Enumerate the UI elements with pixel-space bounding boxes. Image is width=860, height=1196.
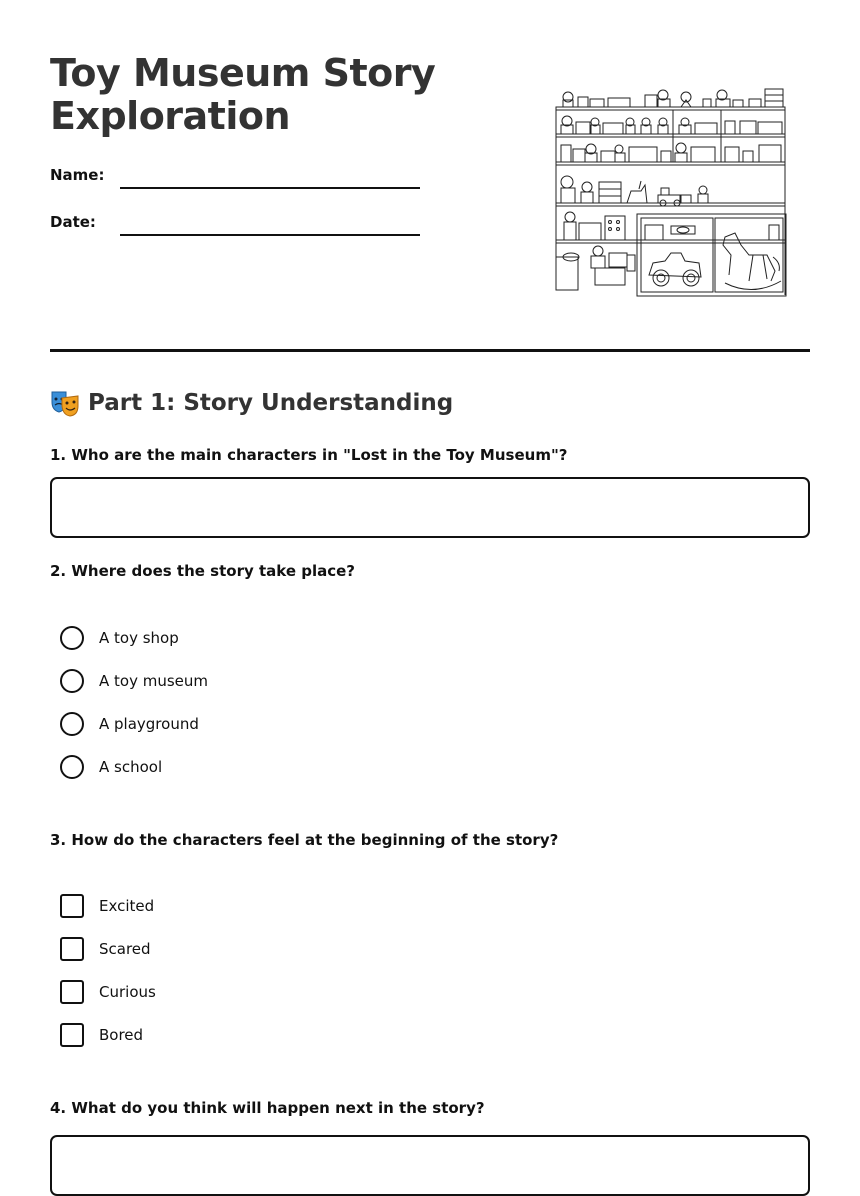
page-title: Toy Museum Story Exploration — [50, 51, 436, 138]
section-divider — [50, 349, 810, 352]
option-label: Curious — [99, 983, 156, 1001]
theater-masks-icon — [50, 388, 80, 418]
section-title: Part 1: Story Understanding — [88, 390, 454, 416]
option-label: Excited — [99, 897, 155, 915]
answer-box-1[interactable] — [50, 477, 810, 538]
option-label: Scared — [99, 940, 151, 958]
question-1: 1. Who are the main characters in "Lost in the Toy Museum"? — [50, 446, 568, 464]
question-3: 3. How do the characters feel at the beginning of the story? — [50, 831, 559, 849]
radio-button[interactable] — [60, 755, 84, 779]
checkbox[interactable] — [60, 1023, 84, 1047]
option-label: A playground — [99, 715, 199, 733]
option-playground[interactable] — [60, 711, 199, 737]
option-toy-museum[interactable] — [60, 668, 208, 694]
radio-button[interactable] — [60, 626, 84, 650]
name-label: Name: — [50, 166, 105, 184]
option-curious[interactable] — [60, 979, 156, 1005]
question-2: 2. Where does the story take place? — [50, 562, 355, 580]
option-excited[interactable] — [60, 893, 154, 919]
radio-button[interactable] — [60, 712, 84, 736]
checkbox[interactable] — [60, 937, 84, 961]
option-toy-shop[interactable] — [60, 625, 179, 651]
option-label: A toy museum — [99, 672, 209, 690]
option-scared[interactable] — [60, 936, 151, 962]
toy-shelf-illustration — [553, 85, 788, 300]
section-heading — [50, 388, 453, 418]
checkbox[interactable] — [60, 894, 84, 918]
option-label: A toy shop — [99, 629, 179, 647]
option-label: A school — [99, 758, 163, 776]
name-field[interactable] — [120, 187, 420, 189]
answer-box-4[interactable] — [50, 1135, 810, 1196]
checkbox[interactable] — [60, 980, 84, 1004]
option-bored[interactable] — [60, 1022, 143, 1048]
question-4: 4. What do you think will happen next in the story? — [50, 1099, 485, 1117]
option-label: Bored — [99, 1026, 144, 1044]
date-label: Date: — [50, 213, 96, 231]
option-school[interactable] — [60, 754, 162, 780]
radio-button[interactable] — [60, 669, 84, 693]
date-field[interactable] — [120, 234, 420, 236]
